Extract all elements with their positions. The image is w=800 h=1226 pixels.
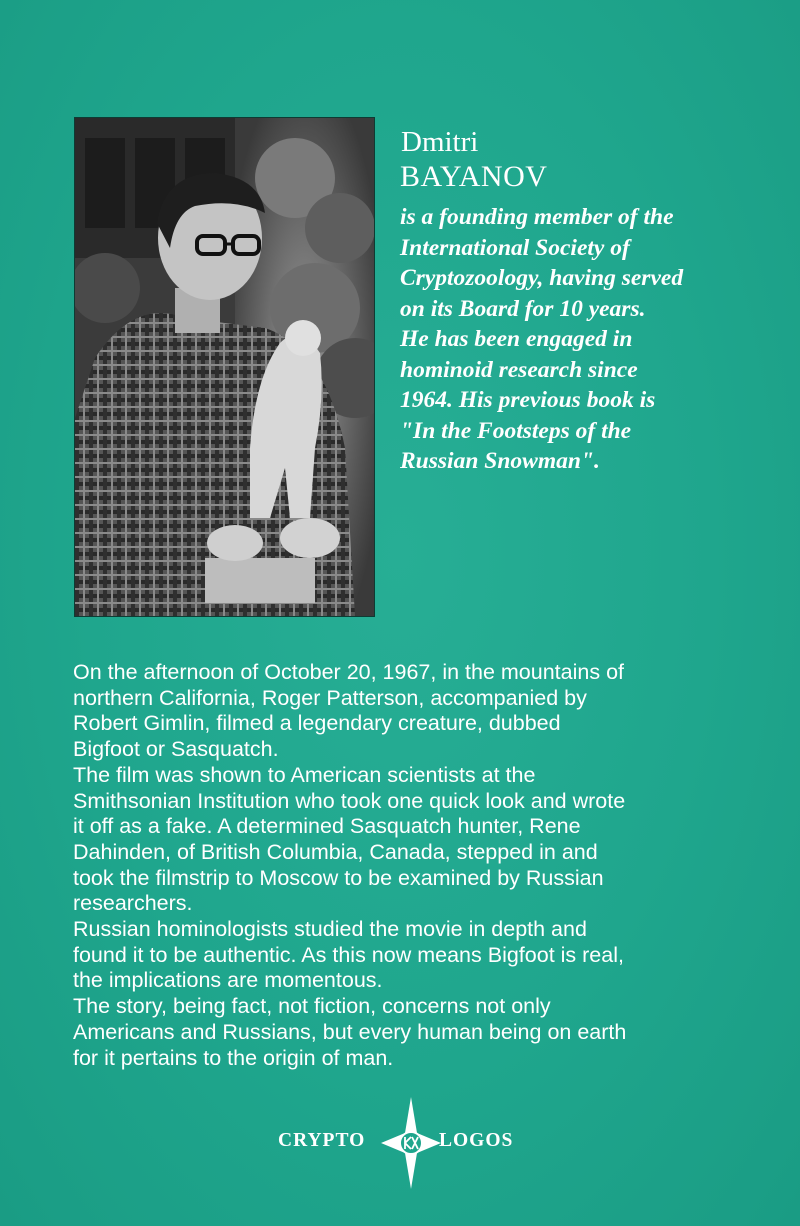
blurb-line: the implications are momentous. bbox=[73, 968, 383, 993]
star-emblem-icon bbox=[381, 1097, 441, 1189]
author-first-name: Dmitri bbox=[401, 126, 479, 158]
blurb-line: The film was shown to American scientists at the bbox=[73, 762, 536, 787]
bio-line: He has been engaged in bbox=[400, 326, 633, 352]
blurb-line: took the filmstrip to Moscow to be examined by Russian bbox=[73, 865, 604, 890]
publisher-name-left: CRYPTO bbox=[278, 1130, 366, 1151]
author-last-name: BAYANOV bbox=[400, 160, 548, 193]
blurb-line: researchers. bbox=[73, 891, 193, 916]
blurb-line: Smithsonian Institution who took one quick look and wrote bbox=[73, 788, 626, 813]
blurb-line: Americans and Russians, but every human being on earth bbox=[73, 1019, 627, 1044]
author-bio bbox=[400, 202, 770, 477]
bio-line: "In the Footsteps of the bbox=[400, 417, 632, 444]
bio-line: Russian Snowman". bbox=[400, 448, 600, 474]
blurb-line: On the afternoon of October 20, 1967, in the mountains of bbox=[73, 660, 625, 684]
blurb-line: Dahinden, of British Columbia, Canada, stepped in and bbox=[73, 839, 598, 864]
bio-line: hominoid research since bbox=[400, 356, 638, 383]
bio-line: on its Board for 10 years. bbox=[400, 295, 646, 322]
bio-line: International Society of bbox=[400, 234, 630, 261]
bio-line: Cryptozoology, having served bbox=[400, 265, 684, 291]
blurb-line: Robert Gimlin, filmed a legendary creature, dubbed bbox=[73, 711, 561, 736]
blurb-line: The story, being fact, not fiction, concerns not only bbox=[73, 994, 551, 1019]
bio-line: is a founding member of the bbox=[400, 204, 674, 230]
blurb-line: it off as a fake. A determined Sasquatch hunter, Rene bbox=[73, 814, 581, 839]
publisher-name-right: LOGOS bbox=[439, 1130, 514, 1151]
blurb-line: northern California, Roger Patterson, accompanied by bbox=[73, 685, 587, 710]
blurb-line: Russian hominologists studied the movie in depth and bbox=[73, 917, 587, 942]
author-photo bbox=[74, 117, 375, 617]
portrait-image bbox=[75, 118, 374, 616]
book-blurb bbox=[73, 660, 773, 1071]
blurb-line: Bigfoot or Sasquatch. bbox=[73, 737, 279, 762]
blurb-line: found it to be authentic. As this now means Bigfoot is real, bbox=[73, 942, 624, 967]
blurb-line: for it pertains to the origin of man. bbox=[73, 1045, 394, 1070]
bio-line: 1964. His previous book is bbox=[400, 387, 656, 413]
